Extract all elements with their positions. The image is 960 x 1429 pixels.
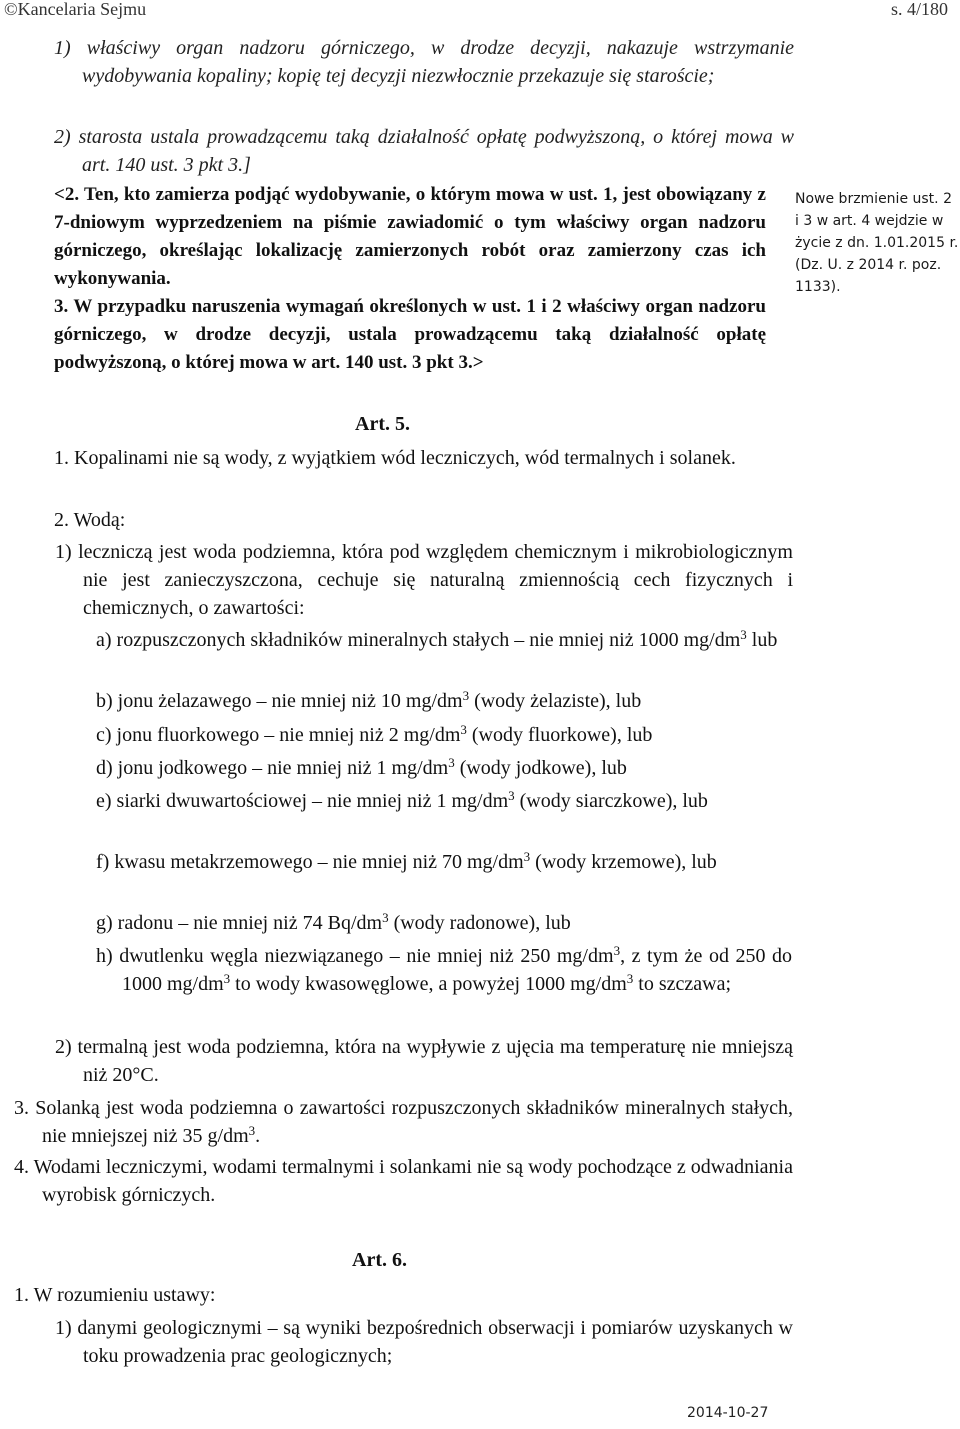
repealed-item-1: 1) właściwy organ nadzoru górniczego, w drodze decyzji, nakazuje wstrzymanie wydobywania kopaliny; kopię tej decyzji niezwłocznie przekazuje się staroście;: [54, 37, 794, 87]
superscript-3: 3: [508, 787, 515, 803]
article-6-title: Art. 6.: [352, 1249, 407, 1271]
letter-h-text-mid: , z tym że od 250 do 1000 mg/dm: [122, 945, 793, 995]
header-source: ©Kancelaria Sejmu: [4, 0, 147, 19]
article-5-paragraph-3: [14, 1094, 793, 1150]
article-5-letter-b: [96, 687, 766, 715]
footer-date: 2014-10-27: [687, 1405, 769, 1421]
article-5-item-2: 2) termalną jest woda podziemna, która na wypływie z ujęcia ma temperaturę nie mniejszą niż 20°C.: [55, 1036, 793, 1086]
article-6-item-1: 1) danymi geologicznymi – są wyniki bezpośrednich obserwacji i pomiarów uzyskanych w toku prowadzenia prac geologicznych;: [55, 1317, 793, 1367]
superscript-3: 3: [223, 970, 231, 986]
letter-b-text: b) jonu żelazawego – nie mniej niż 10 mg/dm: [96, 690, 463, 712]
letter-c-text-end: (wody fluorkowe), lub: [466, 724, 653, 746]
superscript-3: 3: [448, 754, 455, 770]
page-number: s. 4/180: [890, 0, 948, 19]
letter-c-text: c) jonu fluorkowego – nie mniej niż 2 mg/dm: [96, 724, 461, 746]
article-5-letter-f: [96, 848, 792, 876]
letter-b-text-end: (wody żelaziste), lub: [469, 690, 642, 712]
superscript-3: 3: [462, 687, 470, 703]
article-5-paragraph-4: 4. Wodami leczniczymi, wodami termalnymi i solankami nie są wody pochodzące z odwadniania wyrobisk górniczych.: [14, 1156, 793, 1206]
amendment-paragraph-3: 3. W przypadku naruszenia wymagań określonych w ust. 1 i 2 właściwy organ nadzoru górniczego, w drodze decyzji, ustala prowadzącemu taką działalność opłatę podwyższoną, o której mowa w art. 140 ust. 3 pkt 3.>: [54, 296, 766, 373]
letter-a-text-end: lub: [746, 629, 778, 651]
letter-h-text-end: to szczawa;: [633, 973, 732, 995]
side-note: Nowe brzmienie ust. 2 i 3 w art. 4 wejdzie w życie z dn. 1.01.2015 r. (Dz. U. z 2014 r. poz. 1133).: [795, 191, 959, 295]
amendment-paragraph-2: <2. Ten, kto zamierza podjąć wydobywanie, o którym mowa w ust. 1, jest obowiązany z 7-dniowym wyprzedzeniem na piśmie zawiadomić o tym właściwy organ nadzoru górniczego, określając lokalizację zamierzonych robót oraz zamierzony czas ich wykonywania.: [54, 184, 766, 289]
superscript-3: 3: [613, 942, 621, 958]
repealed-item-2: 2) starosta ustala prowadzącemu taką działalność opłatę podwyższoną, o której mowa w art. 140 ust. 3 pkt 3.]: [54, 126, 794, 176]
superscript-3: 3: [460, 721, 467, 737]
letter-e-text: e) siarki dwuwartościowej – nie mniej niż 1 mg/dm: [96, 790, 509, 812]
letter-f-text: f) kwasu metakrzemowego – nie mniej niż 70 mg/dm: [96, 851, 524, 873]
letter-a-text: a) rozpuszczonych składników mineralnych stałych – nie mniej niż 1000 mg/dm: [96, 629, 741, 651]
superscript-3: 3: [248, 1122, 256, 1138]
article-5-paragraph-2: 2. Wodą:: [54, 509, 126, 531]
article-5-letter-c: [96, 721, 766, 749]
paragraph-3-end: .: [255, 1125, 261, 1147]
article-5-item-1: 1) leczniczą jest woda podziemna, która pod względem chemicznym i mikrobiologicznym nie jest zanieczyszczona, cechuje się naturalną zmiennością cech fizycznych i chemicznych, o zawartości:: [55, 541, 793, 619]
letter-f-text-end: (wody krzemowe), lub: [530, 851, 717, 873]
letter-d-text: d) jonu jodkowego – nie mniej niż 1 mg/dm: [96, 757, 449, 779]
letter-g-text: g) radonu – nie mniej niż 74 Bq/dm: [96, 912, 383, 934]
superscript-3: 3: [626, 970, 634, 986]
article-5-letter-a: [96, 626, 792, 654]
superscript-3: 3: [382, 909, 389, 925]
article-5-paragraph-1: 1. Kopalinami nie są wody, z wyjątkiem wód leczniczych, wód termalnych i solanek.: [54, 447, 736, 469]
article-5-title: Art. 5.: [355, 413, 410, 435]
article-6-paragraph-1: 1. W rozumieniu ustawy:: [14, 1284, 216, 1306]
letter-d-text-end: (wody jodkowe), lub: [454, 757, 627, 779]
letter-e-text-end: (wody siarczkowe), lub: [514, 790, 708, 812]
article-5-letter-g: [96, 909, 766, 937]
superscript-3: 3: [523, 848, 531, 864]
article-5-letter-d: [96, 754, 766, 782]
letter-h-text-mid2: to wody kwasowęglowe, a powyżej 1000 mg/dm: [230, 973, 627, 995]
letter-h-text: h) dwutlenku węgla niezwiązanego – nie mniej niż 250 mg/dm: [96, 945, 614, 967]
paragraph-3-text: 3. Solanką jest woda podziemna o zawartości rozpuszczonych składników mineralnych stałych, nie mniejszej niż 35 g/dm: [14, 1097, 793, 1147]
letter-g-text-end: (wody radonowe), lub: [388, 912, 571, 934]
article-5-letter-h: [96, 942, 792, 998]
article-5-letter-e: [96, 787, 792, 815]
superscript-3: 3: [740, 626, 747, 642]
